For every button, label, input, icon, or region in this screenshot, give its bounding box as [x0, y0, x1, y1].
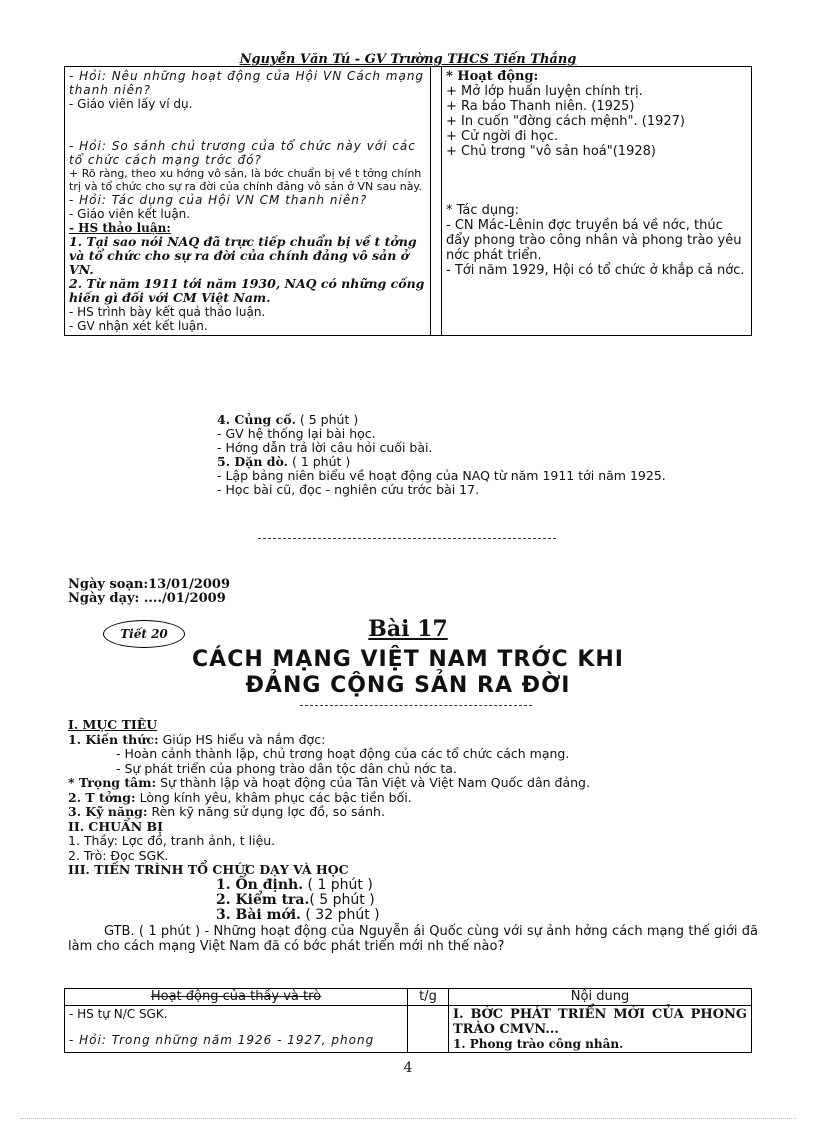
effect-2: - Tới năm 1929, Hội có tổ chức ở khắp cả nớc. — [446, 263, 745, 278]
prep-date: Ngày soạn:13/01/2009 — [68, 577, 230, 592]
content-column — [442, 67, 752, 336]
consolidation-line-1: - GV hệ thống lại bài học. — [217, 426, 376, 441]
bottom-line-1: - HS tự N/C SGK. — [69, 1007, 168, 1021]
homework-heading: 5. Dặn dò. — [217, 454, 288, 469]
activity-3: + In cuốn "đờng cách mệnh". (1927) — [446, 114, 685, 129]
lesson-title-line-2: ĐẢNG CỘNG SẢN RA ĐỜI — [245, 673, 571, 698]
question-1: - Hỏi: Nêu những hoạt động của Hội VN Cách mạng thanh niên? — [69, 69, 425, 97]
step-2-label: 2. Kiểm tra. — [216, 891, 310, 908]
activity-4: + Cử ngời đi học. — [446, 129, 559, 144]
discussion-1: 1. Tại sao nói NAQ đã trực tiếp chuẩn bị về t tởng và tổ chức cho sự ra đời của chính đảng vô sản ở VN. — [69, 234, 417, 277]
period-badge: Tiết 20 — [103, 620, 185, 648]
lesson-title-line-1: CÁCH MẠNG VIỆT NAM TRỚC KHI — [192, 647, 624, 672]
page-number: 4 — [403, 1060, 413, 1076]
focus-text: Sự thành lập và hoạt động của Tân Việt và Việt Nam Quốc dân đảng. — [156, 775, 590, 790]
bottom-content-cell — [449, 1006, 752, 1053]
knowledge-item-1: - Hoàn cảnh thành lập, chủ trơng hoạt động của các tổ chức cách mạng. — [116, 746, 570, 761]
bottom-line-2: - Hỏi: Trong những năm 1926 - 1927, phong — [69, 1033, 375, 1047]
preparation-teacher: 1. Thầy: Lợc đồ, tranh ảnh, t liệu. — [68, 833, 276, 848]
line-1: - Giáo viên lấy ví dụ. — [69, 97, 193, 111]
discussion-2: 2. Từ năm 1911 tới năm 1930, NAQ có những cống hiến gì đối với CM Việt Nam. — [69, 276, 425, 305]
knowledge-text: Giúp HS hiểu và nắm đợc: — [158, 731, 326, 747]
attitude-text: Lòng kính yêu, khâm phục các bậc tiền bối. — [135, 789, 412, 805]
line-3: - Giáo viên kết luận. — [69, 207, 191, 221]
attitude-label: 2. T tởng: — [68, 789, 136, 805]
bottom-time-cell — [408, 1006, 449, 1053]
consolidation-line-2: - Hớng dẫn trả lời câu hỏi cuối bài. — [217, 440, 433, 455]
step-1-time: ( 1 phút ) — [303, 876, 373, 893]
activity-table-top — [64, 66, 752, 336]
line-2: + Rõ ràng, theo xu hớng vô sản, là bớc chuẩn bị về t tởng chính trị và tổ chức cho sự ra đời của chính đảng vô sản ở VN sau này. — [69, 167, 422, 193]
activity-table-bottom — [64, 988, 752, 1053]
step-3-label: 3. Bài mới. — [216, 906, 301, 923]
footer-line — [20, 1118, 796, 1119]
objectives-section — [68, 718, 758, 954]
skills-label: 3. Kỹ năng: — [68, 804, 148, 819]
homework-time: ( 1 phút ) — [288, 454, 351, 469]
activity-5: + Chủ trơng "vô sản hoá"(1928) — [446, 144, 656, 159]
teach-date: Ngày dạy: ..../01/2009 — [68, 591, 226, 606]
question-2: - Hỏi: So sánh chủ trương của tổ chức này với các tổ chức cách mạng trớc đó? — [69, 139, 416, 167]
bottom-activities-cell — [65, 1006, 408, 1053]
activities-heading: * Hoạt động: — [446, 69, 539, 84]
consolidation-heading: 4. Củng cố. — [217, 412, 296, 427]
effects-heading: * Tác dụng: — [446, 203, 520, 218]
preparation-heading: II. CHUẨN BỊ — [68, 818, 163, 834]
step-2-time: ( 5 phút ) — [309, 891, 375, 908]
activity-2: + Ra báo Thanh niên. (1925) — [446, 99, 635, 114]
lesson-number: Bài 17 — [368, 616, 448, 642]
discussion-label: - HS thảo luận: — [69, 221, 171, 235]
consolidation-time: ( 5 phút ) — [295, 412, 359, 427]
question-3: - Hỏi: Tác dụng của Hội VN CM thanh niên? — [69, 193, 368, 207]
activity-1: + Mở lớp huấn luyện chính trị. — [446, 84, 643, 99]
line-4: - HS trình bày kết quả thảo luận. — [69, 305, 266, 319]
table-header-activities: Hoạt động của thầy và trò — [65, 989, 408, 1006]
content-subheading: 1. Phong trào công nhân. — [453, 1037, 624, 1051]
time-column — [431, 67, 442, 336]
table-header-content: Nội dung — [449, 989, 752, 1006]
knowledge-label: 1. Kiến thức: — [68, 731, 159, 747]
consolidation-section — [217, 413, 757, 497]
homework-line-1: - Lập bảng niên biểu về hoạt động của NAQ từ năm 1911 tới năm 1925. — [217, 468, 666, 483]
line-5: - GV nhận xét kết luận. — [69, 319, 208, 333]
teacher-student-column — [65, 67, 431, 336]
dates-block — [68, 578, 230, 606]
process-heading: III. TIẾN TRÌNH TỔ CHỨC DẠY VÀ HỌC — [68, 862, 349, 877]
homework-line-2: - Học bài cũ, đọc - nghiên cứu trớc bài 17. — [217, 482, 480, 497]
section-separator — [258, 538, 556, 539]
preparation-student: 2. Trò: Đọc SGK. — [68, 847, 169, 863]
introduction-paragraph: GTB. ( 1 phút ) - Những hoạt động của Nguyễn ái Quốc cùng với sự ảnh hởng cách mạng thế giới đã làm cho cách mạng Việt Nam đã có bớc phát triển mới nh thế nào? — [68, 923, 758, 954]
table-header-time: t/g — [408, 989, 449, 1006]
objectives-heading: I. MỤC TIÊU — [68, 717, 158, 732]
content-heading: I. BỚC PHÁT TRIỂN MỚI CỦA PHONG TRÀO CMVN... — [453, 1007, 747, 1037]
focus-label: * Trọng tâm: — [68, 775, 157, 790]
effect-1: - CN Mác-Lênin đợc truyền bá về nớc, thúc đẩy phong trào công nhân và phong trào yêu nớc phát triển. — [446, 218, 742, 263]
knowledge-item-2: - Sự phát triển của phong trào dân tộc dân chủ nớc ta. — [116, 760, 457, 776]
title-underline — [300, 705, 532, 706]
skills-text: Rèn kỹ năng sử dụng lợc đồ, so sánh. — [147, 804, 385, 819]
page-header: Nguyễn Văn Tú - GV Trường THCS Tiến Thắng — [239, 52, 577, 67]
step-1-label: 1. Ổn định. — [216, 876, 304, 893]
step-3-time: ( 32 phút ) — [300, 906, 380, 923]
